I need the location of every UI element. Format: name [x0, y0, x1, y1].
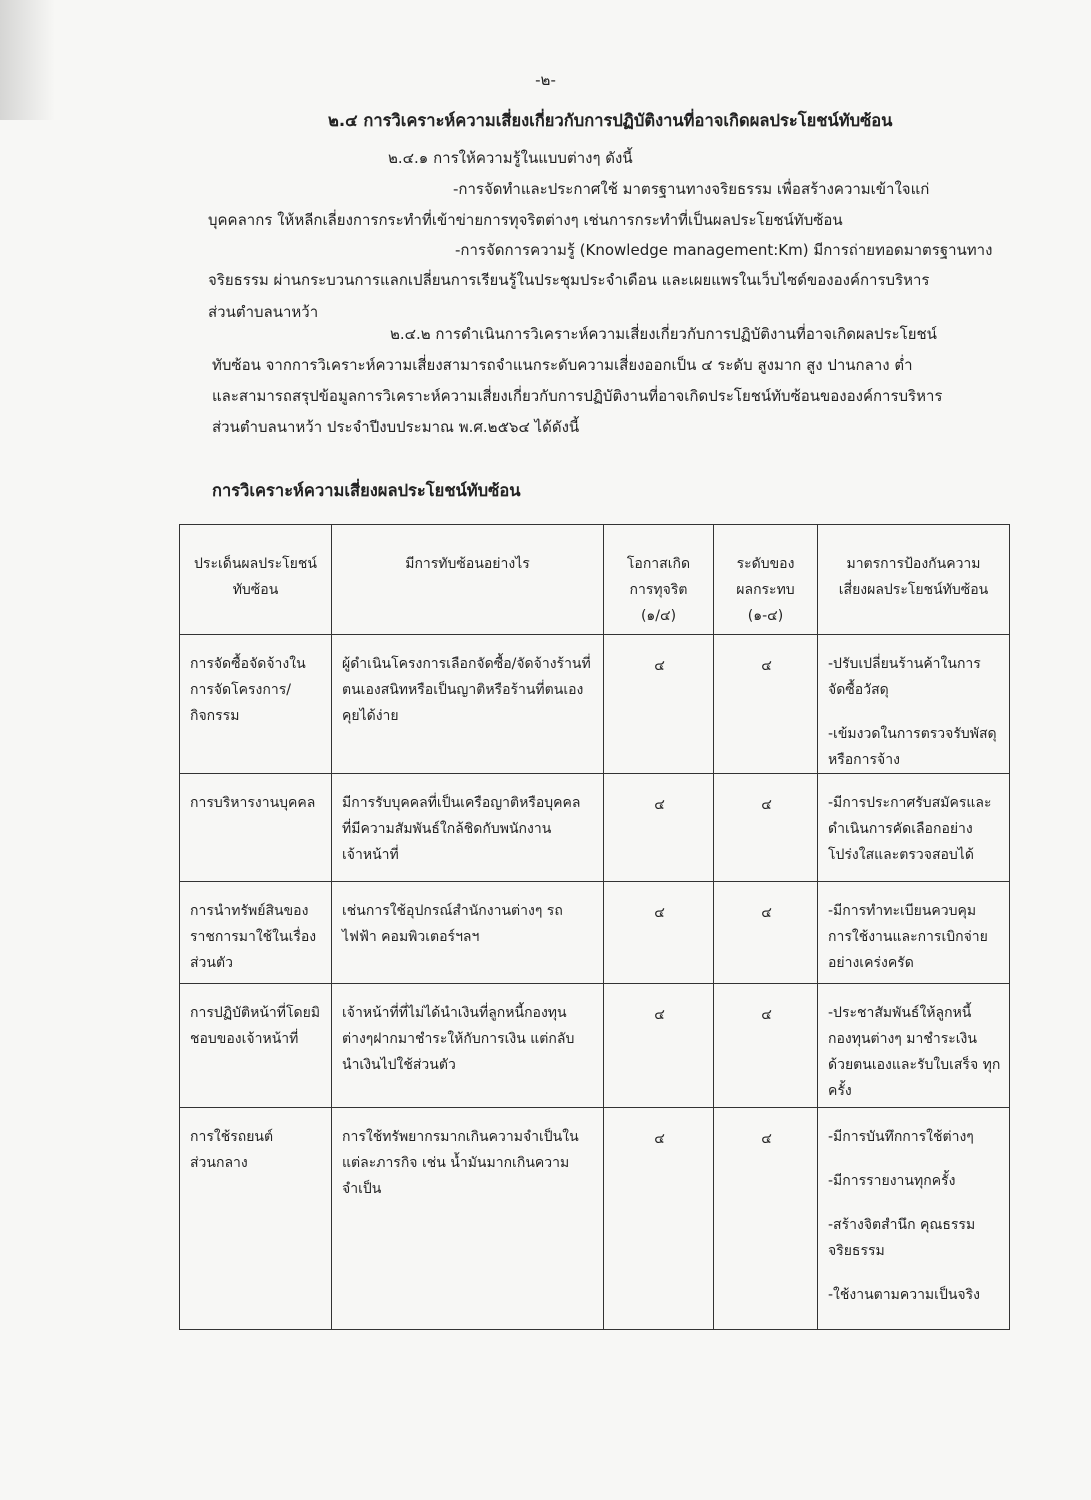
cell-impact: ๔ — [714, 882, 818, 984]
table-title: การวิเคราะห์ความเสี่ยงผลประโยชน์ทับซ้อน — [212, 481, 521, 500]
cell-issue: การใช้รถยนต์ ส่วนกลาง — [180, 1108, 332, 1330]
paragraph-line: และสามารถสรุปข้อมูลการวิเคราะห์ความเสี่ยงเกี่ยวกับการปฏิบัติงานที่อาจเกิดประโยชน์ทับซ้อนขององค์การบริหาร — [212, 387, 943, 405]
table-row — [180, 635, 1010, 774]
cell-measures: -มีการทำทะเบียนควบคุม การใช้งานและการเบิกจ่าย อย่างเคร่งครัด — [818, 882, 1010, 984]
cell-how: เจ้าหน้าที่ที่ไม่ได้นำเงินที่ลูกหนี้กองทุน ต่างๆฝากมาชำระให้กับการเงิน แต่กลับ นำเงินไปใช้ส่วนตัว — [332, 984, 604, 1108]
cell-how: การใช้ทรัพยากรมากเกินความจำเป็นใน แต่ละภารกิจ เช่น น้ำมันมากเกินความ จำเป็น — [332, 1108, 604, 1330]
table-header-row — [180, 525, 1010, 635]
table-row — [180, 1108, 1010, 1330]
paragraph-line: ส่วนตำบลนาหว้า — [208, 303, 319, 321]
header-likelihood: โอกาสเกิด การทุจริต (๑/๔) — [604, 525, 714, 635]
page-number: -๒- — [535, 71, 556, 89]
cell-impact: ๔ — [714, 984, 818, 1108]
table-row — [180, 882, 1010, 984]
cell-issue: การบริหารงานบุคคล — [180, 774, 332, 882]
paragraph-line: -การจัดทำและประกาศใช้ มาตรฐานทางจริยธรรม เพื่อสร้างความเข้าใจแก่ — [453, 180, 930, 198]
paragraph-line: บุคคลากร ให้หลีกเลี่ยงการกระทำที่เข้าข่ายการทุจริตต่างๆ เช่นการกระทำที่เป็นผลประโยชน์ทับซ้อน — [208, 211, 843, 229]
cell-likelihood: ๔ — [604, 1108, 714, 1330]
header-issue: ประเด็นผลประโยชน์ ทับซ้อน — [180, 525, 332, 635]
cell-measures: -มีการบันทึกการใช้ต่างๆ -มีการรายงานทุกครั้ง -สร้างจิตสำนึก คุณธรรม จริยธรรม -ใช้งานตามความเป็นจริง — [818, 1108, 1010, 1330]
cell-issue: การนำทรัพย์สินของ ราชการมาใช้ในเรื่อง ส่วนตัว — [180, 882, 332, 984]
cell-measures: -ปรับเปลี่ยนร้านค้าในการ จัดซื้อวัสดุ -เข้มงวดในการตรวจรับพัสดุ หรือการจ้าง — [818, 635, 1010, 774]
table-row — [180, 774, 1010, 882]
cell-likelihood: ๔ — [604, 984, 714, 1108]
cell-impact: ๔ — [714, 635, 818, 774]
paragraph-line: ส่วนตำบลนาหว้า ประจำปีงบประมาณ พ.ศ.๒๕๖๔ ได้ดังนี้ — [212, 418, 580, 436]
header-how: มีการทับซ้อนอย่างไร — [332, 525, 604, 635]
risk-table — [179, 524, 1010, 1330]
cell-impact: ๔ — [714, 1108, 818, 1330]
cell-impact: ๔ — [714, 774, 818, 882]
header-impact: ระดับของ ผลกระทบ (๑-๔) — [714, 525, 818, 635]
cell-measures: -ประชาสัมพันธ์ให้ลูกหนี้ กองทุนต่างๆ มาชำระเงิน ด้วยตนเองและรับใบเสร็จ ทุกครั้ง — [818, 984, 1010, 1108]
paragraph-line: ๒.๔.๒ การดำเนินการวิเคราะห์ความเสี่ยงเกี่ยวกับการปฏิบัติงานที่อาจเกิดผลประโยชน์ — [390, 325, 937, 343]
cell-how: มีการรับบุคคลที่เป็นเครือญาติหรือบุคคล ที่มีความสัมพันธ์ใกล้ชิดกับพนักงาน เจ้าหน้าที่ — [332, 774, 604, 882]
cell-likelihood: ๔ — [604, 635, 714, 774]
cell-how: เช่นการใช้อุปกรณ์สำนักงานต่างๆ รถ ไฟฟ้า คอมพิวเตอร์ฯลฯ — [332, 882, 604, 984]
paragraph-line: -การจัดการความรู้ (Knowledge management:Km) มีการถ่ายทอดมาตรฐานทาง — [455, 241, 993, 259]
cell-likelihood: ๔ — [604, 882, 714, 984]
paragraph-line: ๒.๔.๑ การให้ความรู้ในแบบต่างๆ ดังนี้ — [388, 149, 633, 167]
cell-issue: การปฏิบัติหน้าที่โดยมิ ชอบของเจ้าหน้าที่ — [180, 984, 332, 1108]
header-measures: มาตรการป้องกันความ เสี่ยงผลประโยชน์ทับซ้อน — [818, 525, 1010, 635]
paragraph-line: จริยธรรม ผ่านกระบวนการแลกเปลี่ยนการเรียนรู้ในประชุมประจำเดือน และเผยแพรในเว็บไซด์ขององค์การบริหาร — [208, 271, 930, 289]
cell-how: ผู้ดำเนินโครงการเลือกจัดซื้อ/จัดจ้างร้านที่ ตนเองสนิทหรือเป็นญาติหรือร้านที่ตนเอง คุยได้ง่าย — [332, 635, 604, 774]
cell-measures: -มีการประกาศรับสมัครและ ดำเนินการคัดเลือกอย่าง โปร่งใสและตรวจสอบได้ — [818, 774, 1010, 882]
paragraph-line: ทับซ้อน จากการวิเคราะห์ความเสี่ยงสามารถจำแนกระดับความเสี่ยงออกเป็น ๔ ระดับ สูงมาก สูง ปานกลาง ต่ำ — [212, 356, 913, 374]
cell-likelihood: ๔ — [604, 774, 714, 882]
scan-smudge — [0, 0, 55, 120]
section-heading: ๒.๔ การวิเคราะห์ความเสี่ยงเกี่ยวกับการปฏิบัติงานที่อาจเกิดผลประโยชน์ทับซ้อน — [328, 111, 893, 130]
cell-issue: การจัดซื้อจัดจ้างใน การจัดโครงการ/ กิจกรรม — [180, 635, 332, 774]
table-row — [180, 984, 1010, 1108]
